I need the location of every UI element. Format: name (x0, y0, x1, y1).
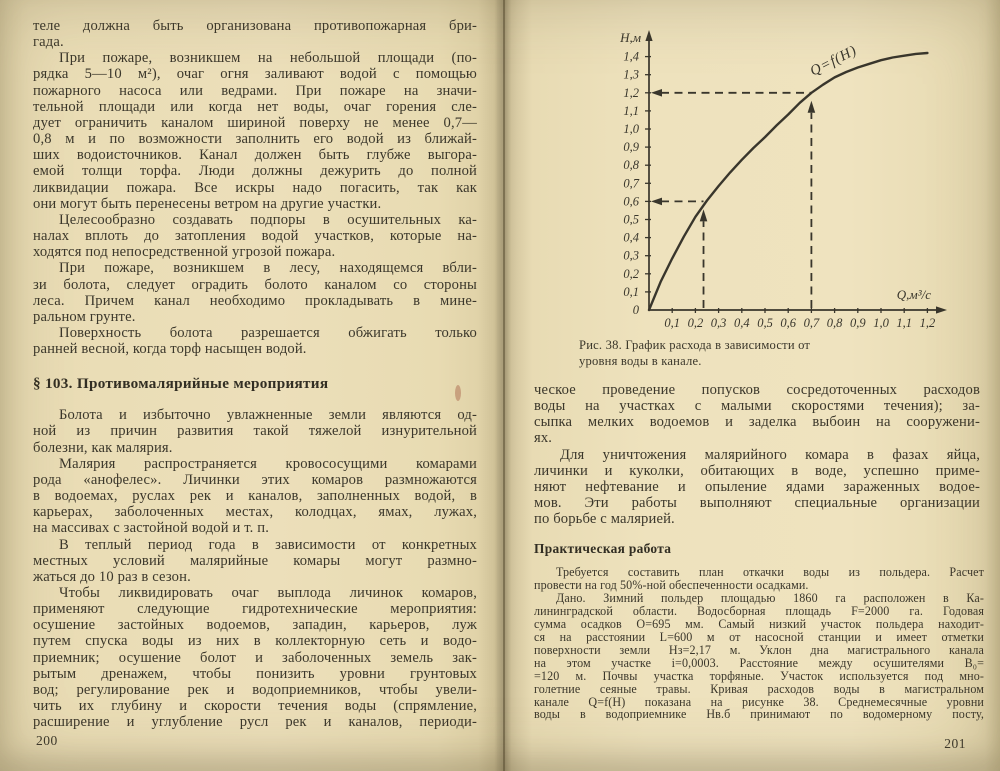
figure-caption-line: Рис. 38. График расхода в зависимости от (579, 338, 811, 352)
text-line: няют нефтевание и опыление ядами зараженных водое- (534, 478, 980, 495)
x-tick-label: 0,2 (687, 316, 704, 330)
discharge-level-chart (585, 14, 957, 336)
paragraph (534, 447, 980, 528)
y-tick-label: 0,8 (623, 158, 639, 173)
x-tick-label: 1,2 (919, 316, 936, 330)
text-line: ческое проведение попусков сосредоточенных расходов (534, 382, 980, 398)
paragraph (33, 325, 477, 357)
text-line: мов. Эти работы выполняют специальные организации (534, 495, 980, 512)
paragraph (33, 212, 477, 260)
text-line: ральном грунте. (33, 308, 136, 325)
paragraph (33, 18, 477, 50)
text-line: леса. Причем канал необходимо прокладывать в мине- (33, 292, 477, 309)
page-number-left: 200 (36, 733, 58, 748)
text-line: теле должна быть организована противопожарная бри- (33, 18, 477, 34)
text-line: приемник; осушение болот и заболоченных земель зак- (33, 649, 477, 666)
text-line: болезни, как малярия. (33, 439, 173, 456)
origin-tick-label: 0 (632, 303, 639, 317)
text-line: зи болота, следует оградить болото каналом со стороны (33, 276, 477, 293)
text-line: дует ограничить каналом шириной поверху не менее 0,7— (33, 114, 477, 131)
text-line: в водоемах, руслах рек и каналов, заполненных водой, в (33, 488, 477, 505)
curve-label: Q=f(H) (807, 42, 860, 80)
x-tick-label: 0,1 (664, 316, 681, 330)
left-page-text-column (33, 18, 477, 730)
text-line: карьерах, заболоченных местах, колодцах, ямах, лужах, (33, 504, 477, 521)
paragraph (33, 50, 477, 212)
y-tick-label: 1,0 (623, 122, 639, 136)
y-tick-label: 1,1 (623, 103, 639, 118)
x-tick-label: 0,3 (710, 316, 727, 330)
y-tick-label: 1,2 (623, 85, 639, 100)
text-line: При пожаре, возникшем на небольшой площади (по- (59, 50, 477, 67)
text-line: расширение и углубление русл рек и каналов, периоди- (33, 714, 477, 731)
text-line: В теплый период года в зависимости от конкретных (59, 536, 477, 553)
text-line: Чтобы ликвидировать очаг выплода личинок комаров, (59, 585, 477, 601)
text-line: Дано. Зимний польдер площадью 1860 га расположен в Ка- (556, 590, 984, 605)
y-tick-label: 0,1 (623, 284, 639, 299)
paragraph (33, 537, 477, 585)
y-tick-label: 0,2 (623, 266, 639, 281)
text-line: =120 м. Почвы участка торфяные. Участок используется под мно- (534, 668, 984, 683)
guide-arrow-up-icon (700, 209, 708, 221)
text-line: по борьбе с малярией. (534, 511, 675, 528)
text-line: тельной площади или когда нет воды, очаг горения сле- (33, 98, 477, 115)
guide-arrow-left-icon (651, 198, 662, 206)
y-tick-label: 0,7 (623, 176, 639, 191)
text-line: воды на участках с малыми скоростями течения); за- (534, 398, 980, 415)
text-line: сумма осадков О=695 мм. Самый низкий участок польдера находит- (534, 616, 984, 631)
x-tick-label: 0,5 (757, 316, 773, 330)
guide-arrow-left-icon (651, 89, 662, 97)
y-tick-label: 1,3 (623, 67, 639, 82)
text-line: Малярия распространяется кровососущими комарами (59, 455, 477, 472)
text-line: канале Q=f(H) показана на рисунке 38. Среднемесячные уровни (534, 694, 984, 709)
page-number-right: 201 (944, 736, 966, 751)
y-tick-label: 1,4 (623, 49, 639, 64)
paragraph (33, 585, 477, 730)
text-line: вод; регулирование рек и водоприемников, чтобы увели- (33, 681, 477, 698)
y-tick-label: 0,6 (623, 194, 639, 209)
text-line: личинки и куколки, обитающих в воде, успешно приме- (534, 462, 980, 479)
text-line: Требуется составить план откачки воды из польдера. Расчет (556, 565, 984, 579)
text-line: ной из причин развития такой тяжелой изнурительной (33, 423, 477, 440)
text-line: они могут быть перенесены ветром на другие участки. (33, 195, 382, 212)
y-tick-label: 0,3 (623, 248, 639, 263)
text-line: пожарного насоса или ведрами. При пожаре на значи- (33, 82, 477, 99)
text-line: емой толщи торфа. Люди должны дежурить до полной (33, 163, 477, 180)
practical-work-text (534, 566, 984, 721)
section-heading: § 103. Противомалярийные мероприятия (33, 375, 329, 393)
text-line: жаться до 10 раз в сезон. (33, 568, 191, 585)
x-tick-label: 0,8 (826, 316, 843, 330)
text-line: Целесообразно создавать подпоры в осушительных ка- (59, 211, 477, 228)
text-line: воды в водоприемнике Нв.б принимают по водомерному посту, (534, 707, 984, 722)
x-axis-label: Q,м³/с (896, 287, 931, 302)
text-line: путем спуска воды из них в коллекторную сеть и водо- (33, 633, 477, 650)
text-line: провести на год 50%-ной обеспеченности осадками. (534, 577, 809, 592)
text-line: налах вплоть до затопления водой участков, которые на- (33, 228, 477, 245)
text-line: рода «анофелес». Личинки этих комаров размножаются (33, 471, 477, 488)
text-line: ся на расстоянии L=600 м от насосной станции и имеет отметки (534, 629, 984, 644)
y-axis-arrow-icon (645, 30, 652, 41)
x-tick-label: 0,6 (780, 316, 797, 330)
practical-work-heading: Практическая работа (534, 541, 672, 556)
practical-work-section (534, 541, 984, 721)
y-tick-label: 0,5 (623, 212, 639, 227)
page-left (0, 0, 497, 771)
text-line: При пожаре, возникшем в лесу, находящемся вбли- (59, 260, 477, 277)
text-line: рядка 5—10 м²), очаг огня заливают водой с помощью (33, 66, 477, 83)
paragraph (33, 260, 477, 325)
y-tick-label: 0,4 (623, 230, 639, 245)
text-line: применяют следующие гидротехнические мероприятия: (33, 601, 477, 618)
x-axis-arrow-icon (936, 306, 947, 313)
right-page-text-column (534, 382, 980, 527)
discharge-curve (649, 53, 927, 310)
y-tick-label: 0,9 (623, 140, 639, 155)
text-line: Поверхность болота разрешается обжигать только (59, 324, 477, 341)
text-line: осушение застойных водоемов, западин, карьеров, луж (33, 617, 477, 634)
x-tick-label: 0,7 (803, 316, 820, 330)
text-line: рытым дренажем, чтобы понизить уровни грунтовых (33, 665, 477, 682)
text-line: местных условий малярийные комары могут размно- (33, 552, 477, 569)
x-tick-label: 0,4 (733, 316, 750, 330)
figure-caption (579, 338, 899, 369)
text-line: поверхности земли Нз=2,17 м. Уклон дна магистрального канала (534, 642, 984, 657)
text-line: голетние сеяные травы. Кривая расходов воды в магистральном (534, 681, 984, 696)
paragraph (534, 382, 980, 447)
figure-caption-line: уровня воды в канале. (579, 353, 702, 368)
text-line: ходятся под непосредственной угрозой пожара. (33, 244, 336, 261)
guide-arrow-up-icon (808, 101, 816, 113)
x-tick-label: 1,0 (873, 316, 889, 330)
page-right (497, 0, 1000, 771)
paragraph (33, 456, 477, 537)
text-line: сыпка мелких водоемов и заделка выбоин на сооружени- (534, 414, 980, 431)
text-line: на массивах с застойной водой и т. п. (33, 520, 270, 537)
text-line: Для уничтожения малярийного комара в фазах яйца, (560, 446, 980, 463)
text-line: ших водоисточников. Канал должен быть глубже выгора- (33, 147, 477, 164)
paragraph (534, 592, 984, 722)
text-line: чить их глубину и скорости течения воды (спрямление, (33, 698, 477, 715)
text-line: ях. (534, 430, 553, 447)
paragraph (33, 407, 477, 455)
x-tick-label: 1,1 (896, 316, 913, 330)
paragraph (534, 566, 984, 592)
text-line: лининградской области. Водосборная площадь F=2000 га. Годовая (534, 603, 984, 618)
text-line: на этом участке i=0,0003. Расстояние между осушителями В₀= (534, 655, 984, 670)
figure-38-chart (585, 14, 957, 336)
text-line: ранней весной, когда торф насыщен водой. (33, 341, 307, 358)
text-line: ликвидации пожара. Все искры надо погасить, так как (33, 179, 477, 196)
text-line: гада. (33, 34, 64, 51)
y-axis-label: Н,м (620, 30, 641, 45)
text-line: 0,8 м и по возможности заполнить его водой из ближай- (33, 131, 477, 148)
text-line: Болота и избыточно увлажненные земли являются од- (59, 407, 477, 424)
x-tick-label: 0,9 (849, 316, 866, 330)
